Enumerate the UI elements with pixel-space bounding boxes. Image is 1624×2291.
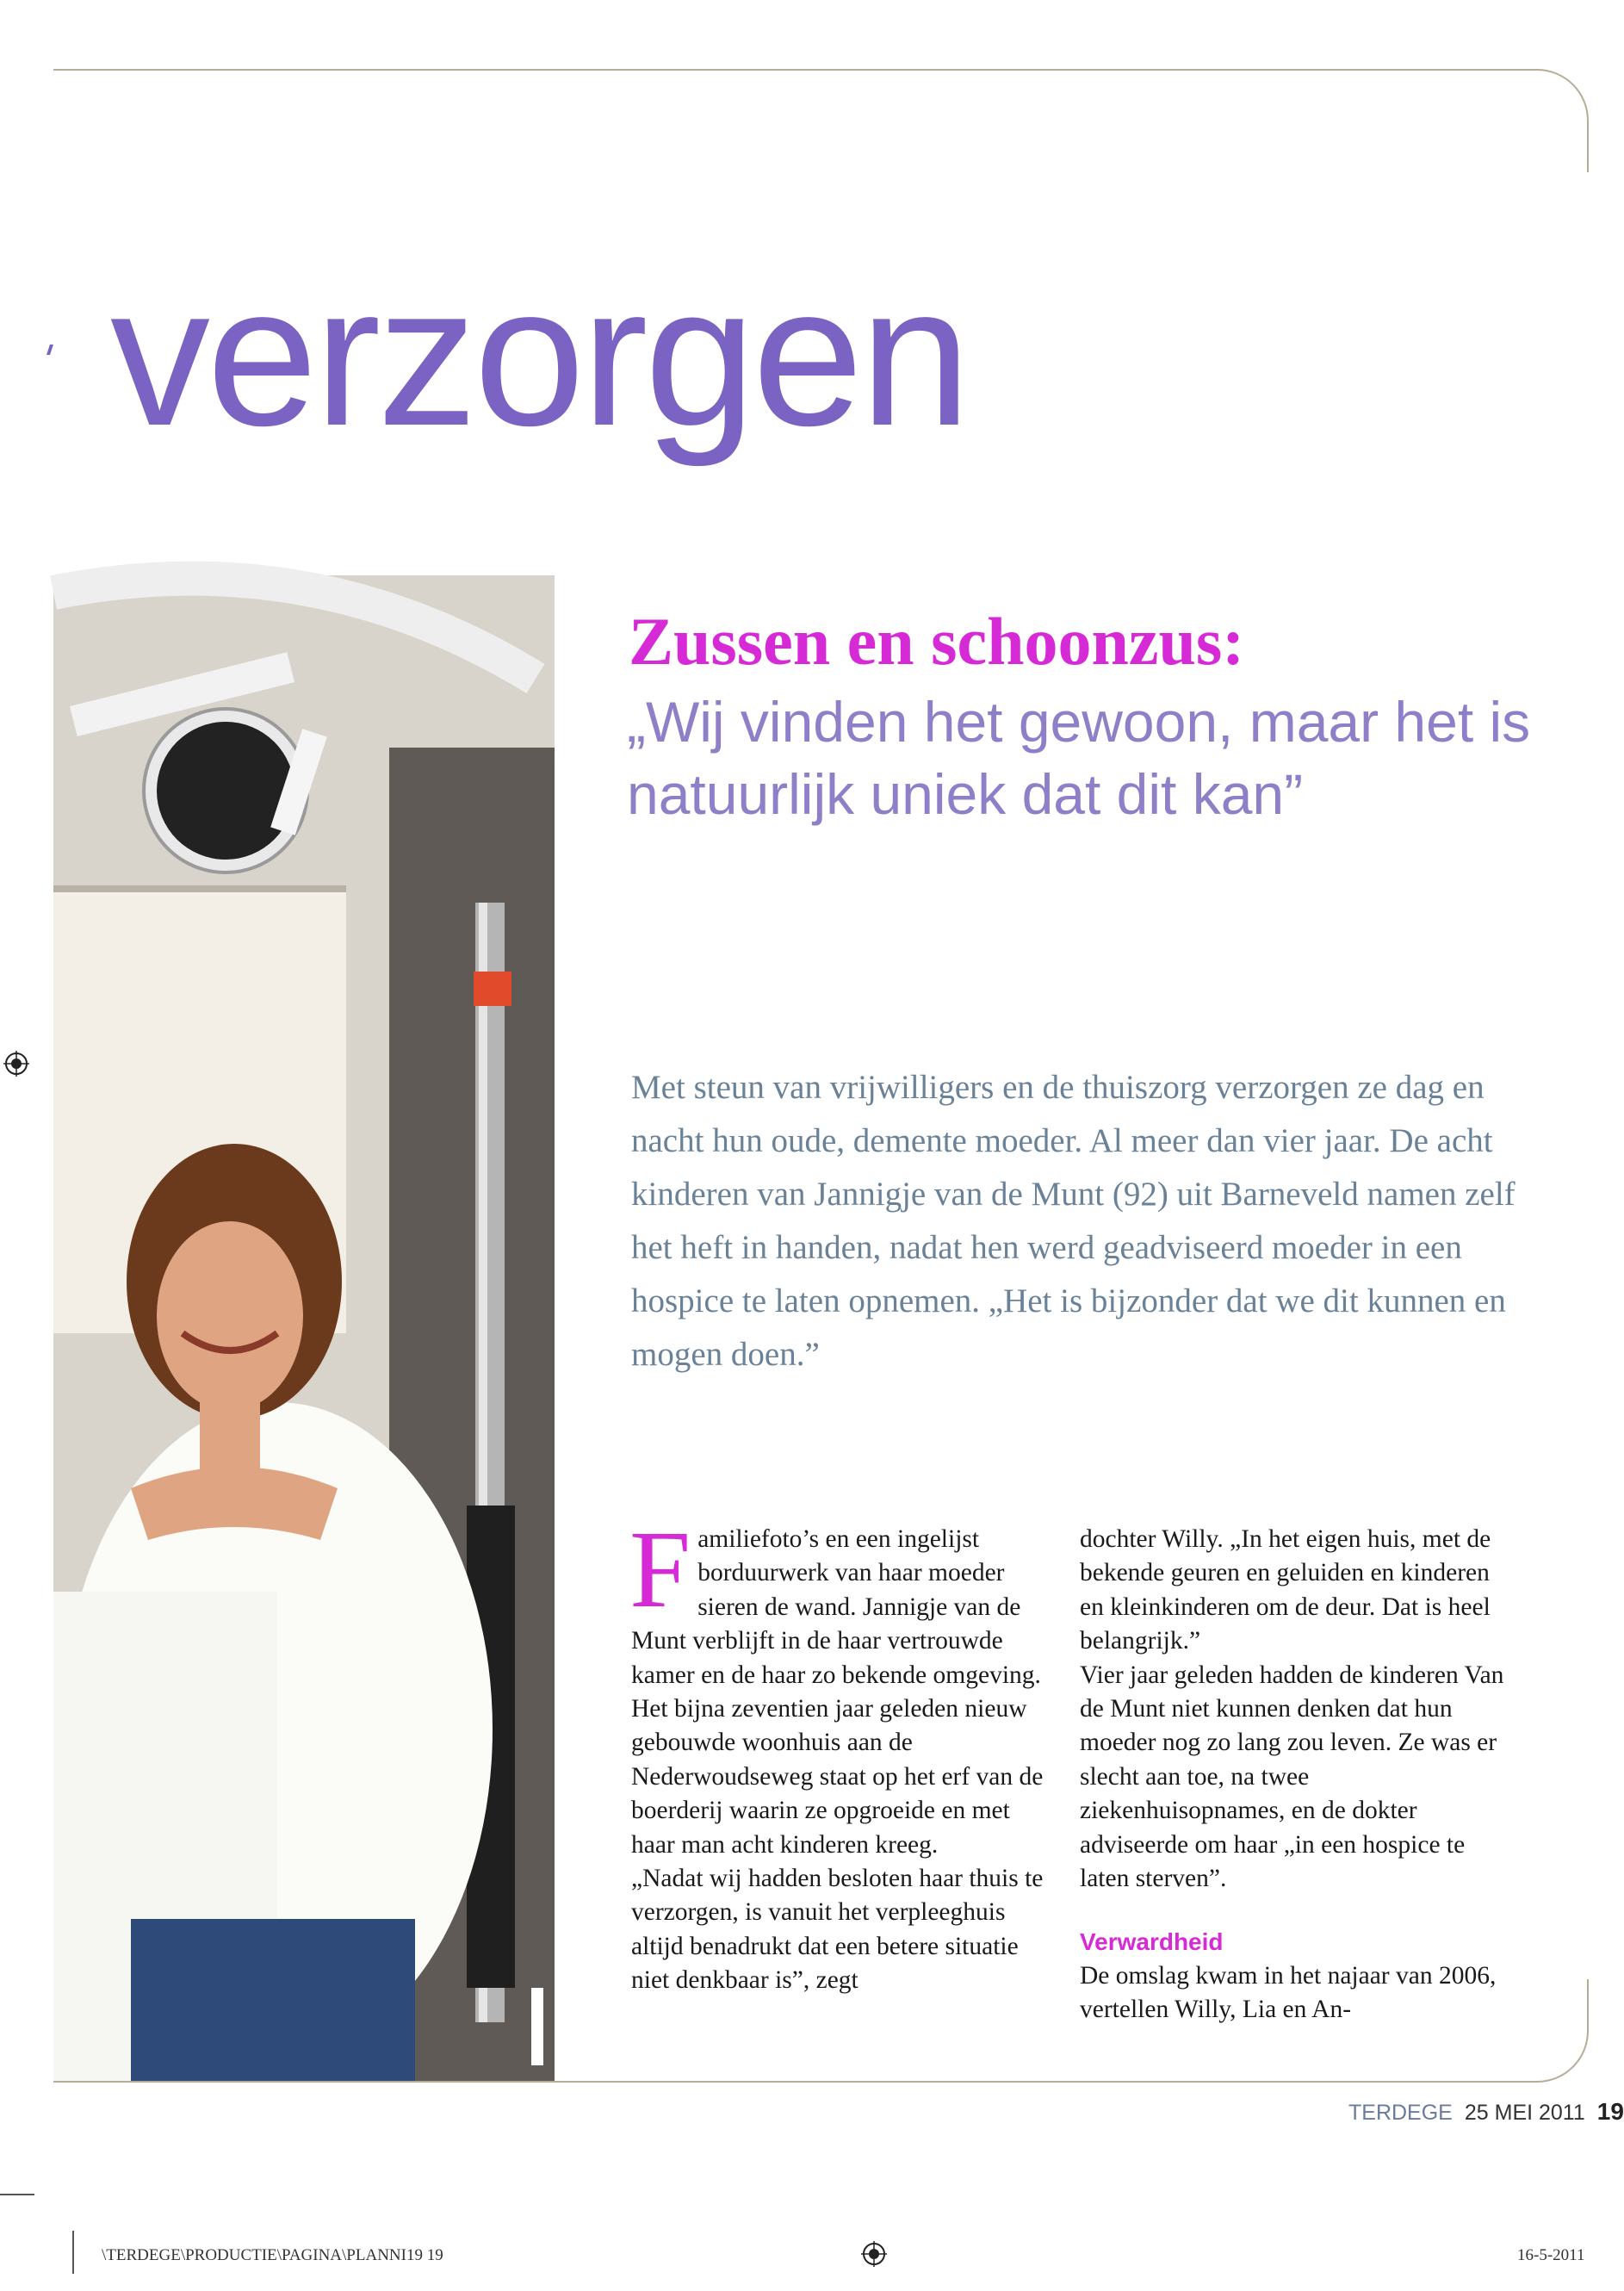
body-paragraph: „Nadat wij hadden besloten haar thuis te verzorgen, is vanuit het verpleeghuis altijd benadrukt dat een betere situatie niet denkbaar is”, zegt	[631, 1865, 1044, 1995]
print-slug: \TERDEGE\PRODUCTIE\PAGINA\PLANNI19 19	[102, 2246, 443, 2264]
magazine-name: TERDEGE	[1348, 2101, 1453, 2125]
registration-mark-icon	[3, 1051, 29, 1077]
body-column-2	[1080, 1523, 1512, 2027]
page-footer	[1348, 2098, 1624, 2126]
print-slug-date: 16-5-2011	[1517, 2246, 1585, 2264]
crop-mark	[0, 2194, 34, 2195]
article-intro: Met steun van vrijwilligers en de thuiszorg verzorgen ze dag en nacht hun oude, demente moeder. Al meer dan vier jaar. De acht kinderen van Jannigje van de Munt (92) uit Barneveld namen zelf het heft in handen, nadat hen werd geadviseerd moeder in een hospice te laten opnemen. „Het is bijzonder dat we dit kunnen en mogen doen.”	[631, 1069, 1516, 1373]
body-column-1	[629, 1508, 1048, 1998]
page-number: 19	[1596, 2098, 1624, 2125]
body-paragraph: Vier jaar geleden hadden de kinderen Van de Munt niet kunnen denken dat hun moeder nog zo lang zou leven. Ze was er slecht aan toe, na twee ziekenhuisopnames, en de dokter adviseerde om haar „in een hospice te laten sterven”.	[1080, 1661, 1504, 1893]
body-subhead: Verwardheid	[1080, 1928, 1224, 1956]
article-photo	[53, 575, 555, 2081]
photo-illustration	[53, 575, 555, 2081]
drop-cap: F	[629, 1508, 691, 1630]
body-paragraph: De omslag kwam in het najaar van 2006, vertellen Willy, Lia en An-	[1080, 1961, 1497, 2024]
section-title: verzorgen	[110, 245, 968, 468]
registration-mark-icon	[861, 2241, 887, 2267]
body-paragraph: amiliefoto’s en een ingelijst borduurwerk van haar moeder sieren de wand. Jannigje van de Munt verblijft in de haar vertrouwde kamer en de haar zo bekende omgeving. Het bijna zeventien jaar geleden nieuw gebouwde woonhuis aan de Nederwoudseweg staat op het erf van de boerderij waarin ze opgroeide en met haar man acht kinderen kreeg.	[631, 1525, 1044, 1859]
section-mark	[46, 345, 53, 355]
top-frame-line	[53, 69, 1589, 172]
issue-date: 25 MEI 2011	[1464, 2101, 1585, 2125]
body-paragraph: dochter Willy. „In het eigen huis, met de bekende geuren en geluiden en kinderen en kleinkinderen om de deur. Dat is heel belangrijk.”	[1080, 1525, 1491, 1655]
article-headline: Zussen en schoonzus:	[629, 604, 1245, 679]
article-subheadline: „Wij vinden het gewoon, maar het is natuurlijk uniek dat dit kan”	[627, 690, 1531, 826]
crop-mark	[72, 2231, 74, 2274]
